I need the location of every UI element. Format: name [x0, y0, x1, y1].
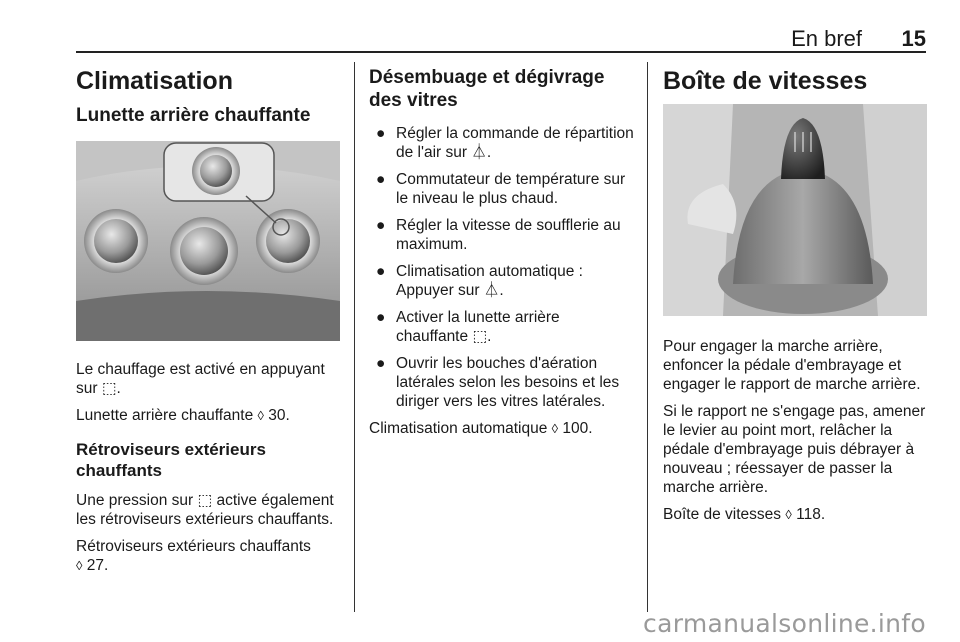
list-item: ● Climatisation automatique : Appuyer sur ⏃.: [376, 263, 583, 299]
defrost-steps-list: [369, 124, 635, 411]
bullet-icon: ●: [376, 217, 386, 234]
bullet-icon: ●: [376, 355, 386, 372]
rear-defrost-icon: ⬚: [101, 380, 117, 397]
column-gearbox: [663, 62, 928, 532]
header-rule: [76, 51, 926, 53]
section-title-gearbox: Boîte de vitesses: [663, 67, 868, 95]
list-item: ● Commutateur de température sur le niveau le plus chaud.: [376, 171, 626, 207]
list-item: ● Régler la vitesse de soufflerie au maximum.: [376, 217, 621, 253]
list-item: ● Activer la lunette arrière chauffante ⬚.: [376, 309, 560, 345]
section-title-climatisation: Climatisation: [76, 67, 233, 95]
column-defrost: [369, 62, 635, 446]
gear-shifter-illustration: [663, 104, 927, 321]
windscreen-icon: ⏃: [471, 144, 487, 161]
header-title: En bref: [791, 26, 862, 51]
subsection-title-rear-window: Lunette arrière chauffante: [76, 105, 311, 126]
bullet-icon: ●: [376, 125, 386, 142]
page-number: 15: [901, 26, 926, 51]
reference-gearbox[interactable]: Boîte de vitesses ◊ 118.: [663, 506, 826, 523]
windscreen-icon: ⏃: [483, 282, 500, 299]
column-divider-1: [354, 62, 355, 612]
reference-arrow-icon: ◊: [785, 507, 792, 522]
list-item: ● Ouvrir les bouches d'aération latérales selon les besoins et les diriger vers les vitres latérales.: [376, 355, 620, 410]
reference-rear-window[interactable]: Lunette arrière chauffante ◊ 30.: [76, 407, 290, 424]
subsection-title-mirrors: Rétroviseurs extérieurs chauffants: [76, 440, 266, 480]
reference-auto-climate[interactable]: Climatisation automatique ◊ 100.: [369, 420, 593, 437]
paragraph-text: Le chauffage est activé en appuyant sur: [76, 361, 325, 397]
reference-arrow-icon: ◊: [551, 421, 559, 436]
reference-mirrors[interactable]: Rétroviseurs extérieurs chauffants ◊ 27.: [76, 538, 311, 574]
bullet-icon: ●: [376, 171, 386, 188]
column-climatisation: [76, 62, 342, 583]
climate-controls-illustration: [76, 141, 340, 346]
paragraph-heating-activation: Le chauffage est activé en appuyant sur ⬚.: [76, 361, 325, 397]
paragraph-reverse-gear: Pour engager la marche arrière, enfoncer la pédale d'embrayage et engager le rapport de marche arrière.: [663, 338, 921, 393]
reference-arrow-icon: ◊: [257, 408, 264, 423]
rear-defrost-icon: ⬚: [472, 328, 488, 345]
bullet-icon: ●: [376, 263, 386, 280]
column-divider-2: [647, 62, 648, 612]
paragraph-reverse-retry: Si le rapport ne s'engage pas, amener le levier au point mort, relâcher la pédale d'embrayage puis débrayer à nouveau ; réessayer de passer la marche arrière.: [663, 403, 926, 496]
reference-arrow-icon: ◊: [76, 558, 83, 573]
rear-defrost-icon: ⬚: [197, 492, 213, 509]
section-title-defrost: Désembuage et dégivrage des vitres: [369, 67, 605, 111]
watermark: carmanualsonline.info: [643, 609, 926, 638]
bullet-icon: ●: [376, 309, 386, 326]
list-item: ● Régler la commande de répartition de l'air sur ⏃.: [376, 125, 634, 161]
paragraph-mirrors: Une pression sur ⬚ active également les rétroviseurs extérieurs chauffants.: [76, 492, 334, 528]
